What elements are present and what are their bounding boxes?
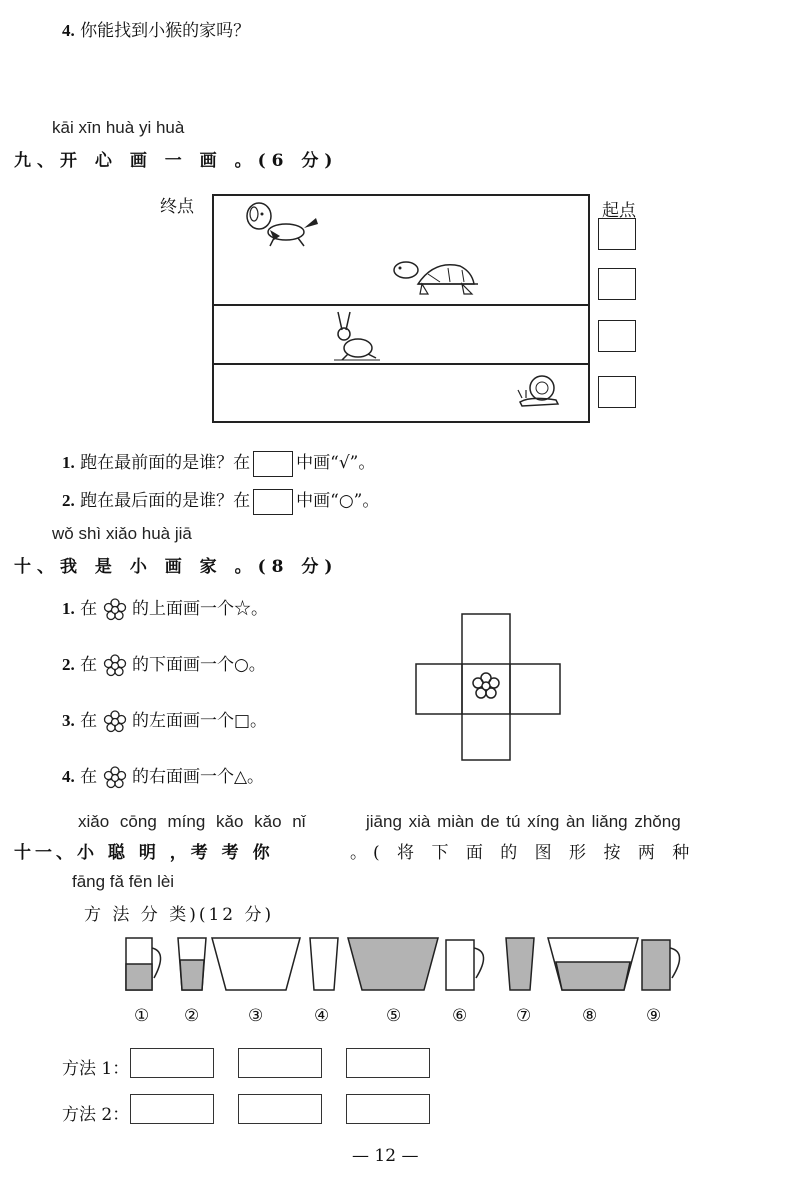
sec10-pinyin: wǒ shì xiǎo huà jiā <box>52 524 192 543</box>
race-track <box>212 194 592 424</box>
method2-label: 方法 2： <box>62 1105 130 1125</box>
sec10-title: 十、我 是 小 画 家 。(8 分) <box>14 557 339 577</box>
turtle-icon <box>394 262 478 294</box>
shape-label: ② <box>184 1006 200 1026</box>
method1-group2-box[interactable] <box>238 1048 322 1078</box>
method1-group3-box[interactable] <box>346 1048 430 1078</box>
prev-question: 4. 你能找到小猴的家吗？ <box>62 21 251 41</box>
method1-group1-box[interactable] <box>130 1048 214 1078</box>
page-number: — 12 — <box>352 1146 419 1166</box>
start-label: 起点 <box>602 201 636 221</box>
sec11-pinyin-b: jiāng xià miàn de tú xíng àn liǎng zhǒng <box>366 812 681 831</box>
shape-label: ⑤ <box>386 1006 402 1026</box>
sec11-pinyin-c: fāng fǎ fēn lèi <box>72 872 175 891</box>
inline-box <box>253 489 293 515</box>
shape-label: ⑨ <box>646 1006 662 1026</box>
dog-answer-box[interactable] <box>598 218 636 250</box>
sec10-item: 4. 在 的右面画一个△。 <box>62 762 264 790</box>
flower-icon <box>473 673 499 698</box>
flower-icon <box>103 654 127 678</box>
shape-label: ③ <box>248 1006 264 1026</box>
rabbit-icon <box>334 312 380 360</box>
flower-icon <box>103 598 127 622</box>
sec9-pinyin: kāi xīn huà yi huà <box>52 118 185 137</box>
sec9-title: 九、开 心 画 一 画 。(6 分) <box>14 151 339 171</box>
dog-icon <box>247 203 318 246</box>
cross-grid <box>414 612 562 762</box>
sec11-title-a: 十一、小 聪 明 ，考 考 你 <box>14 843 274 863</box>
method2-group3-box[interactable] <box>346 1094 430 1124</box>
shape-label: ⑦ <box>516 1006 532 1026</box>
sec10-item: 3. 在 的左面画一个□。 <box>62 706 267 734</box>
method1-label: 方法 1： <box>62 1059 130 1079</box>
sec10-item: 2. 在 的下面画一个○。 <box>62 650 266 678</box>
sec10-item: 1. 在 的上面画一个☆。 <box>62 594 268 622</box>
shape-label: ① <box>134 1006 150 1026</box>
method2-group1-box[interactable] <box>130 1094 214 1124</box>
sec11-title-c: 方 法 分 类)(12 分) <box>84 905 275 925</box>
method2-group2-box[interactable] <box>238 1094 322 1124</box>
rabbit-answer-box[interactable] <box>598 320 636 352</box>
finish-label: 终点 <box>160 197 194 217</box>
flower-icon <box>103 710 127 734</box>
shape-label: ⑥ <box>452 1006 468 1026</box>
sec11-title-b: 。( 将 下 面 的 图 形 按 两 种 <box>350 843 696 863</box>
flower-icon <box>103 766 127 790</box>
shape-label: ⑧ <box>582 1006 598 1026</box>
inline-box <box>253 451 293 477</box>
sec11-pinyin-a: xiǎo cōng míng kǎo kǎo nǐ <box>78 812 306 831</box>
shapes-row <box>120 934 690 996</box>
sec9-q2: 2. 跑在最后面的是谁？在 中画“○”。 <box>62 486 379 515</box>
turtle-answer-box[interactable] <box>598 268 636 300</box>
shape-label: ④ <box>314 1006 330 1026</box>
snail-answer-box[interactable] <box>598 376 636 408</box>
sec9-q1: 1. 跑在最前面的是谁？在 中画“√”。 <box>62 448 375 477</box>
snail-icon <box>518 376 558 406</box>
